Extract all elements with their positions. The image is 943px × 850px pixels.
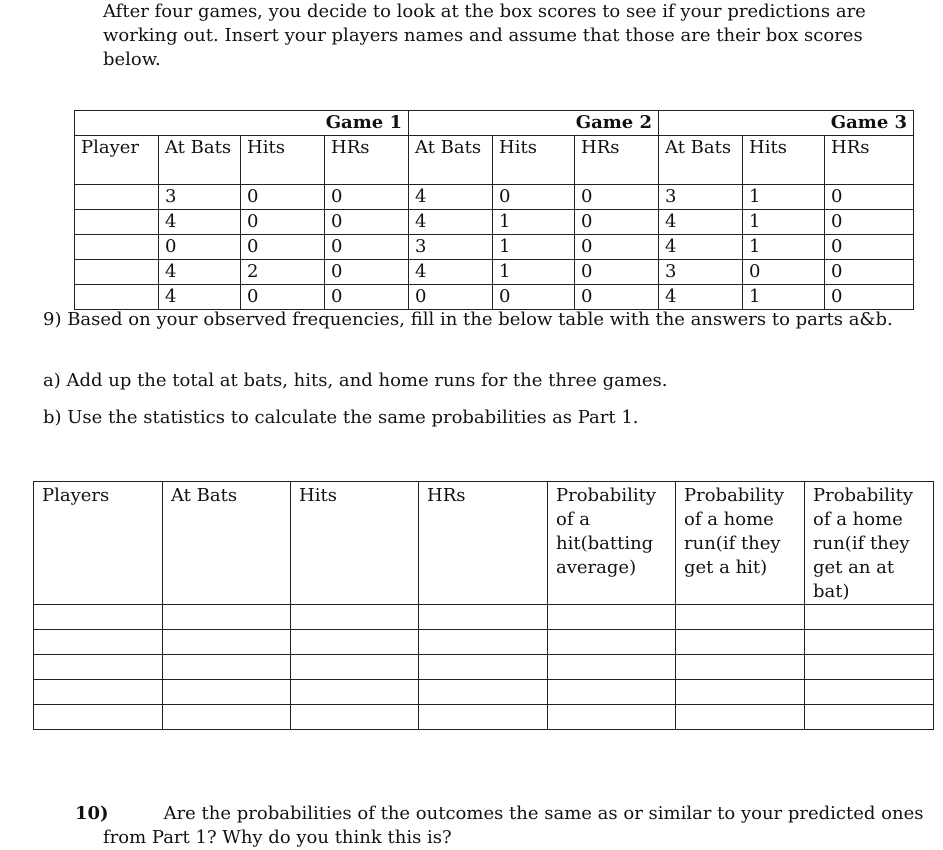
stat-cell: 0: [575, 260, 659, 285]
question-9-prompt: 9) Based on your observed frequencies, fill in the below table with the answers to parts a&b.: [43, 309, 893, 330]
col-header: HRs: [825, 136, 914, 185]
summary-answer-cell[interactable]: [34, 680, 163, 705]
summary-answer-cell[interactable]: [163, 630, 291, 655]
game-3-header: Game 3: [659, 111, 914, 136]
summary-answer-cell[interactable]: [676, 630, 805, 655]
stat-cell: 0: [409, 285, 493, 310]
player-name-cell[interactable]: [75, 210, 159, 235]
question-10-text: Are the probabilities of the outcomes the same as or similar to your predicted ones from Part 1? Why do you think this is?: [103, 803, 924, 848]
summary-answer-cell[interactable]: [34, 705, 163, 730]
stat-cell: 0: [493, 185, 575, 210]
stat-cell: 0: [241, 210, 325, 235]
summary-answer-cell[interactable]: [419, 705, 548, 730]
stat-cell: 0: [575, 285, 659, 310]
summary-row: [34, 705, 934, 730]
summary-answer-cell[interactable]: [163, 655, 291, 680]
col-header: At Bats: [659, 136, 743, 185]
summary-header: Hits: [291, 482, 419, 605]
question-9-part-b: b) Use the statistics to calculate the same probabilities as Part 1.: [43, 407, 639, 428]
stat-cell: 1: [493, 260, 575, 285]
summary-answer-cell[interactable]: [676, 705, 805, 730]
stat-cell: 4: [409, 210, 493, 235]
stat-cell: 0: [825, 260, 914, 285]
stat-cell: 0: [575, 210, 659, 235]
stat-cell: 0: [743, 260, 825, 285]
col-header: HRs: [325, 136, 409, 185]
summary-answer-cell[interactable]: [163, 705, 291, 730]
stat-cell: 4: [159, 210, 241, 235]
summary-answer-cell[interactable]: [548, 655, 676, 680]
summary-row: [34, 605, 934, 630]
summary-answer-cell[interactable]: [291, 630, 419, 655]
summary-answer-cell[interactable]: [291, 655, 419, 680]
stat-cell: 1: [493, 235, 575, 260]
stat-cell: 4: [159, 260, 241, 285]
summary-answer-cell[interactable]: [34, 605, 163, 630]
col-header: Hits: [493, 136, 575, 185]
stat-cell: 4: [659, 235, 743, 260]
stat-cell: 1: [743, 185, 825, 210]
summary-header-row: [34, 482, 934, 605]
summary-answer-cell[interactable]: [805, 605, 934, 630]
col-header: At Bats: [409, 136, 493, 185]
summary-header: At Bats: [163, 482, 291, 605]
box-score-row: [75, 260, 914, 285]
box-score-row: [75, 185, 914, 210]
box-score-row: [75, 235, 914, 260]
col-header: Hits: [743, 136, 825, 185]
summary-answer-cell[interactable]: [676, 680, 805, 705]
summary-answer-cell[interactable]: [805, 655, 934, 680]
stat-cell: 1: [743, 210, 825, 235]
stat-cell: 4: [409, 260, 493, 285]
col-header: HRs: [575, 136, 659, 185]
summary-answer-cell[interactable]: [34, 655, 163, 680]
summary-answer-cell[interactable]: [34, 630, 163, 655]
summary-row: [34, 655, 934, 680]
summary-answer-cell[interactable]: [805, 630, 934, 655]
summary-answer-cell[interactable]: [548, 630, 676, 655]
stat-cell: 1: [743, 285, 825, 310]
column-header-row: [75, 136, 914, 185]
player-name-cell[interactable]: [75, 185, 159, 210]
summary-answer-cell[interactable]: [163, 605, 291, 630]
stat-cell: 0: [325, 260, 409, 285]
summary-header: Players: [34, 482, 163, 605]
stat-cell: 3: [159, 185, 241, 210]
player-name-cell[interactable]: [75, 285, 159, 310]
box-score-table: [74, 110, 914, 310]
stat-cell: 0: [825, 185, 914, 210]
stat-cell: 3: [659, 260, 743, 285]
summary-answer-cell[interactable]: [163, 680, 291, 705]
stat-cell: 3: [409, 235, 493, 260]
game-header-row: [75, 111, 914, 136]
stat-cell: 0: [575, 235, 659, 260]
stat-cell: 1: [743, 235, 825, 260]
stat-cell: 0: [325, 185, 409, 210]
stat-cell: 2: [241, 260, 325, 285]
stat-cell: 0: [325, 285, 409, 310]
stat-cell: 0: [241, 285, 325, 310]
summary-answer-cell[interactable]: [676, 605, 805, 630]
question-10: [75, 802, 943, 850]
game-2-header: Game 2: [409, 111, 659, 136]
stat-cell: 0: [241, 185, 325, 210]
col-header: At Bats: [159, 136, 241, 185]
summary-answer-cell[interactable]: [805, 705, 934, 730]
summary-answer-cell[interactable]: [291, 680, 419, 705]
summary-answer-cell[interactable]: [548, 680, 676, 705]
stat-cell: 0: [159, 235, 241, 260]
summary-answer-cell[interactable]: [291, 705, 419, 730]
game-1-header: Game 1: [75, 111, 409, 136]
stat-cell: 0: [325, 210, 409, 235]
summary-answer-cell[interactable]: [291, 605, 419, 630]
summary-header: HRs: [419, 482, 548, 605]
summary-answer-cell[interactable]: [419, 680, 548, 705]
stat-cell: 4: [159, 285, 241, 310]
stat-cell: 0: [825, 235, 914, 260]
stat-cell: 0: [825, 285, 914, 310]
summary-row: [34, 630, 934, 655]
player-header: Player: [75, 136, 159, 185]
stat-cell: 0: [325, 235, 409, 260]
stat-cell: 3: [659, 185, 743, 210]
box-score-row: [75, 210, 914, 235]
summary-header: Probability of a home run(if they get a hit): [676, 482, 805, 605]
summary-answer-cell[interactable]: [548, 705, 676, 730]
summary-answer-cell[interactable]: [676, 655, 805, 680]
summary-answer-cell[interactable]: [805, 680, 934, 705]
summary-header: Probability of a home run(if they get an at bat): [805, 482, 934, 605]
summary-answer-cell[interactable]: [419, 630, 548, 655]
summary-row: [34, 680, 934, 705]
stat-cell: 4: [659, 210, 743, 235]
summary-header: Probability of a hit(batting average): [548, 482, 676, 605]
summary-answer-cell[interactable]: [419, 605, 548, 630]
stat-cell: 0: [241, 235, 325, 260]
question-10-number: 10): [75, 803, 109, 824]
summary-answer-cell[interactable]: [419, 655, 548, 680]
player-name-cell[interactable]: [75, 260, 159, 285]
stat-cell: 0: [575, 185, 659, 210]
question-9-part-a: a) Add up the total at bats, hits, and home runs for the three games.: [43, 370, 668, 391]
col-header: Hits: [241, 136, 325, 185]
player-name-cell[interactable]: [75, 235, 159, 260]
stat-cell: 0: [493, 285, 575, 310]
stat-cell: 0: [825, 210, 914, 235]
summary-table: [33, 481, 934, 730]
stat-cell: 4: [659, 285, 743, 310]
box-score-row: [75, 285, 914, 310]
stat-cell: 1: [493, 210, 575, 235]
summary-answer-cell[interactable]: [548, 605, 676, 630]
stat-cell: 4: [409, 185, 493, 210]
intro-paragraph: After four games, you decide to look at the box scores to see if your predictions are working out. Insert your players names and assume that those are their box scores below.: [103, 1, 866, 70]
